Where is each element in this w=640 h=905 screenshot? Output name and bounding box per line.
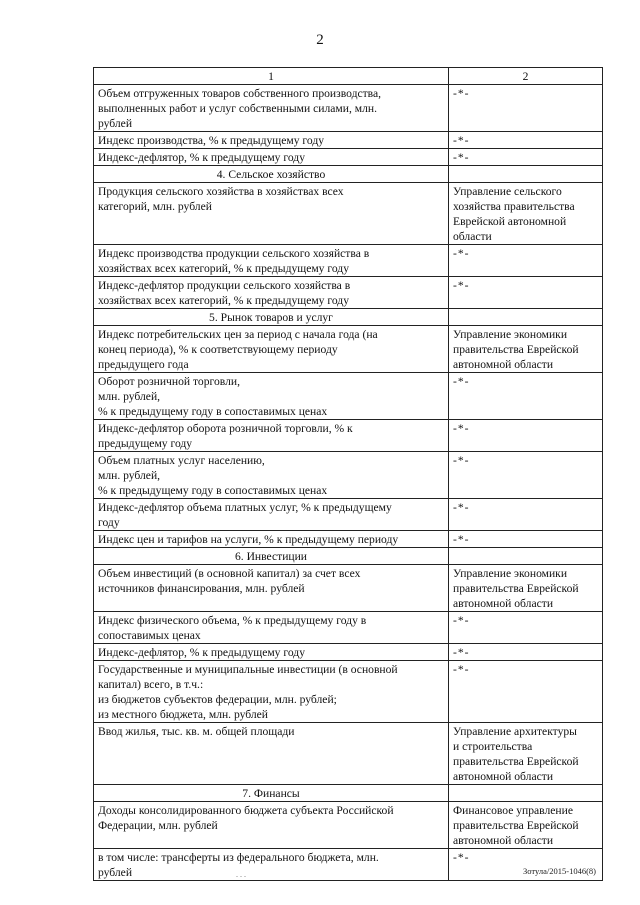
responsible-cell: [449, 661, 603, 723]
indicator-text-line: Федерации, млн. рублей: [98, 819, 218, 832]
responsible-text-line: -*-: [453, 279, 470, 292]
indicator-table: [93, 67, 603, 881]
indicator-text-line: Объем платных услуг населению,: [98, 454, 265, 467]
table-row: [94, 802, 603, 849]
indicator-text-line: сопоставимых ценах: [98, 629, 201, 642]
indicator-text-line: Индекс-дефлятор, % к предыдущему году: [98, 151, 305, 164]
table-row: [94, 420, 603, 452]
responsible-text-line: Финансовое управление: [453, 804, 573, 817]
table-row: [94, 277, 603, 309]
responsible-text-line: -*-: [453, 646, 470, 659]
responsible-cell: [449, 499, 603, 531]
responsible-text-line: Управление архитектуры: [453, 725, 577, 738]
indicator-cell: [94, 802, 449, 849]
indicator-text-line: 5. Рынок товаров и услуг: [209, 311, 333, 324]
indicator-cell: [94, 849, 449, 881]
indicator-cell: [94, 452, 449, 499]
table-row: [94, 132, 603, 149]
responsible-cell: [449, 531, 603, 548]
table-row: [94, 531, 603, 548]
responsible-text-line: области: [453, 230, 492, 243]
responsible-text-line: Управление сельского: [453, 185, 562, 198]
responsible-cell: [449, 277, 603, 309]
indicator-text-line: 7. Финансы: [242, 787, 300, 800]
responsible-text-line: -*-: [453, 614, 470, 627]
responsible-cell: [449, 183, 603, 245]
responsible-text-line: правительства Еврейской: [453, 582, 579, 595]
responsible-cell: [449, 565, 603, 612]
indicator-text-line: Индекс физического объема, % к предыдущему году в: [98, 614, 367, 627]
indicator-text-line: % к предыдущему году в сопоставимых ценах: [98, 405, 328, 418]
responsible-cell: [449, 612, 603, 644]
responsible-text-line: -*-: [453, 422, 470, 435]
section-title: [94, 166, 449, 183]
section-header-row: [94, 166, 603, 183]
responsible-cell: [449, 802, 603, 849]
responsible-text-line: правительства Еврейской: [453, 819, 579, 832]
responsible-text-line: автономной области: [453, 597, 554, 610]
responsible-text-line: -*-: [453, 533, 470, 546]
indicator-text-line: Объем отгруженных товаров собственного производства,: [98, 87, 382, 100]
table-row: [94, 245, 603, 277]
table-row: [94, 723, 603, 785]
indicator-cell: [94, 565, 449, 612]
responsible-cell: [449, 326, 603, 373]
indicator-text-line: 6. Инвестиции: [234, 550, 308, 563]
responsible-cell: [449, 166, 603, 183]
responsible-cell: [449, 245, 603, 277]
indicator-text-line: Индекс производства продукции сельского хозяйства в: [98, 247, 370, 260]
indicator-text-line: Индекс-дефлятор продукции сельского хозяйства в: [98, 279, 351, 292]
indicator-text-line: рублей: [98, 117, 133, 130]
indicator-text-line: Доходы консолидированного бюджета субъекта Российской: [98, 804, 394, 817]
table-row: [94, 644, 603, 661]
footer-dots: . . .: [236, 870, 246, 879]
indicator-text-line: конец периода), % к соответствующему периоду: [98, 343, 338, 356]
indicator-cell: [94, 531, 449, 548]
indicator-text-line: Индекс-дефлятор объема платных услуг, % к предыдущему: [98, 501, 392, 514]
responsible-text-line: автономной области: [453, 834, 554, 847]
indicator-cell: [94, 644, 449, 661]
section-header-row: [94, 309, 603, 326]
table-row: [94, 326, 603, 373]
responsible-text-line: Управление экономики: [453, 328, 568, 341]
indicator-text-line: Государственные и муниципальные инвестиции (в основной: [98, 663, 398, 676]
indicator-text-line: Индекс цен и тарифов на услуги, % к предыдущему периоду: [98, 533, 399, 546]
indicator-text-line: категорий, млн. рублей: [98, 200, 212, 213]
indicator-text-line: Индекс-дефлятор оборота розничной торговли, % к: [98, 422, 353, 435]
indicator-text-line: Ввод жилья, тыс. кв. м. общей площади: [98, 725, 295, 738]
responsible-text-line: правительства Еврейской: [453, 755, 579, 768]
indicator-text-line: в том числе: трансферты из федерального бюджета, млн.: [98, 851, 379, 864]
responsible-cell: [449, 85, 603, 132]
table-header-row: [94, 68, 603, 85]
table-row: [94, 499, 603, 531]
table-row: [94, 149, 603, 166]
indicator-text-line: Продукция сельского хозяйства в хозяйствах всех: [98, 185, 344, 198]
responsible-cell: [449, 644, 603, 661]
section-title: [94, 785, 449, 802]
responsible-text-line: автономной области: [453, 770, 554, 783]
indicator-text-line: из бюджетов субъектов федерации, млн. рублей;: [98, 693, 337, 706]
section-title: [94, 548, 449, 565]
indicator-cell: [94, 326, 449, 373]
responsible-text-line: -*-: [453, 851, 470, 864]
responsible-cell: [449, 132, 603, 149]
indicator-text-line: Индекс-дефлятор, % к предыдущему году: [98, 646, 305, 659]
responsible-text-line: и строительства: [453, 740, 533, 753]
indicator-cell: [94, 85, 449, 132]
table-row: [94, 452, 603, 499]
section-header-row: [94, 785, 603, 802]
indicator-cell: [94, 245, 449, 277]
responsible-text-line: -*-: [453, 375, 470, 388]
indicator-text-line: капитал) всего, в т.ч.:: [98, 678, 204, 691]
indicator-text-line: хозяйствах всех категорий, % к предыдущему году: [98, 294, 350, 307]
responsible-cell: [449, 420, 603, 452]
indicator-text-line: Индекс производства, % к предыдущему году: [98, 134, 325, 147]
indicator-text-line: % к предыдущему году в сопоставимых ценах: [98, 484, 328, 497]
responsible-text-line: автономной области: [453, 358, 554, 371]
indicator-text-line: Объем инвестиций (в основной капитал) за счет всех: [98, 567, 361, 580]
indicator-text-line: млн. рублей,: [98, 469, 161, 482]
indicator-text-line: Индекс потребительских цен за период с начала года (на: [98, 328, 378, 341]
indicator-text-line: году: [98, 516, 120, 529]
indicator-text-line: выполненных работ и услуг собственными силами, млн.: [98, 102, 377, 115]
indicator-text-line: хозяйствах всех категорий, % к предыдущему году: [98, 262, 350, 275]
indicator-cell: [94, 132, 449, 149]
responsible-text-line: -*-: [453, 134, 470, 147]
indicator-text-line: из местного бюджета, млн. рублей: [98, 708, 269, 721]
indicator-cell: [94, 723, 449, 785]
table-row: [94, 85, 603, 132]
responsible-text-line: -*-: [453, 151, 470, 164]
indicator-text-line: млн. рублей,: [98, 390, 161, 403]
indicator-text-line: предыдущего года: [98, 358, 189, 371]
indicator-cell: [94, 183, 449, 245]
responsible-text-line: -*-: [453, 501, 470, 514]
document-code: Зотула/2015-1046(8): [523, 866, 596, 876]
section-header-row: [94, 548, 603, 565]
column-header-2: 2: [449, 68, 603, 85]
responsible-text-line: -*-: [453, 663, 470, 676]
indicator-text-line: предыдущему году: [98, 437, 193, 450]
responsible-text-line: хозяйства правительства: [453, 200, 575, 213]
table-row: [94, 373, 603, 420]
responsible-text-line: -*-: [453, 247, 470, 260]
responsible-cell: [449, 149, 603, 166]
responsible-text-line: Управление экономики: [453, 567, 568, 580]
indicator-cell: [94, 149, 449, 166]
responsible-cell: [449, 785, 603, 802]
responsible-cell: [449, 452, 603, 499]
indicator-text-line: 4. Сельское хозяйство: [216, 168, 326, 181]
responsible-text-line: Еврейской автономной: [453, 215, 567, 228]
responsible-text-line: правительства Еврейской: [453, 343, 579, 356]
indicator-cell: [94, 277, 449, 309]
page-number: 2: [316, 32, 324, 48]
indicator-cell: [94, 373, 449, 420]
table-row: [94, 612, 603, 644]
responsible-text-line: -*-: [453, 454, 470, 467]
section-title: [94, 309, 449, 326]
table-row: [94, 565, 603, 612]
responsible-cell: [449, 723, 603, 785]
indicator-text-line: Оборот розничной торговли,: [98, 375, 240, 388]
indicator-text-line: рублей: [98, 866, 133, 879]
indicator-cell: [94, 499, 449, 531]
responsible-cell: [449, 373, 603, 420]
responsible-text-line: -*-: [453, 87, 470, 100]
indicator-cell: [94, 420, 449, 452]
column-header-1: 1: [94, 68, 449, 85]
table-row: [94, 183, 603, 245]
indicator-cell: [94, 612, 449, 644]
responsible-cell: [449, 309, 603, 326]
indicator-text-line: источников финансирования, млн. рублей: [98, 582, 305, 595]
indicator-cell: [94, 661, 449, 723]
responsible-cell: [449, 548, 603, 565]
table-row: [94, 661, 603, 723]
